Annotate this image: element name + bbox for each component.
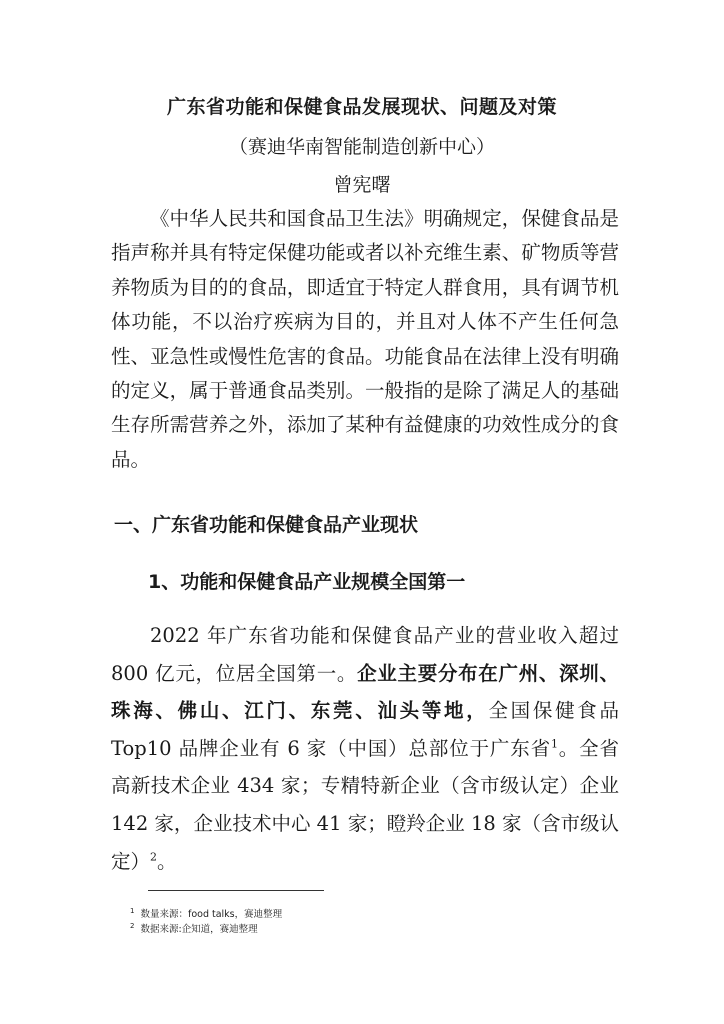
paragraph-text-3: 。全省高新技术企业 434 家；专精特新企业（含市级认定）企业 142 家，企业技术中心 41 家；瞪羚企业 18 家（含市级认定） [111,736,619,873]
footnote-mark-2: 2 [130,921,135,930]
section-heading: 一、广东省功能和保健食品产业现状 [114,514,419,536]
footnote-divider [148,890,324,891]
document-title: 广东省功能和保健食品发展现状、问题及对策 [166,96,557,118]
footnote-text-1: 数量来源：food talks，赛迪整理 [140,909,283,920]
footnote-ref-2[interactable]: 2 [150,850,158,864]
subsection-heading: 1、功能和保健食品产业规模全国第一 [148,571,466,593]
paragraph-text-1: 2022 年广东省功能和保健食品产业的营业收入超过 800 亿元，位居全国第一。 [111,624,619,685]
footnote-mark-1: 1 [130,906,135,915]
footnote-1 [130,906,282,920]
paragraph-text-2: 全国保健食品 Top10 品牌企业有 6 家（中国）总部位于广东省 [111,699,619,760]
industry-paragraph [111,617,619,880]
document-author: 曾宪曙 [333,174,391,196]
document-subtitle: （赛迪华南智能制造创新中心） [228,136,495,158]
footnote-ref-1[interactable]: 1 [550,737,558,751]
paragraph-bold-text: 企业主要分布在广州、深圳、珠海、佛山、江门、东莞、汕头等地， [111,661,619,723]
paragraph-text-4: 。 [157,849,177,873]
intro-paragraph: 《中华人民共和国食品卫生法》明确规定，保健食品是指声称并具有特定保健功能或者以补充维生素、矿物质等营养物质为目的的食品，即适宜于特定人群食用，具有调节机体功能，不以治疗疾病为目的，并且对人体不产生任何急性、亚急性或慢性危害的食品。功能食品在法律上没有明确的定义，属于普通食品类别。一般指的是除了满足人的基础生存所需营养之外，添加了某种有益健康的功效性成分的食品。 [111,207,619,471]
footnote-text-2: 数据来源:企知道，赛迪整理 [140,924,258,935]
footnote-2 [130,921,258,935]
